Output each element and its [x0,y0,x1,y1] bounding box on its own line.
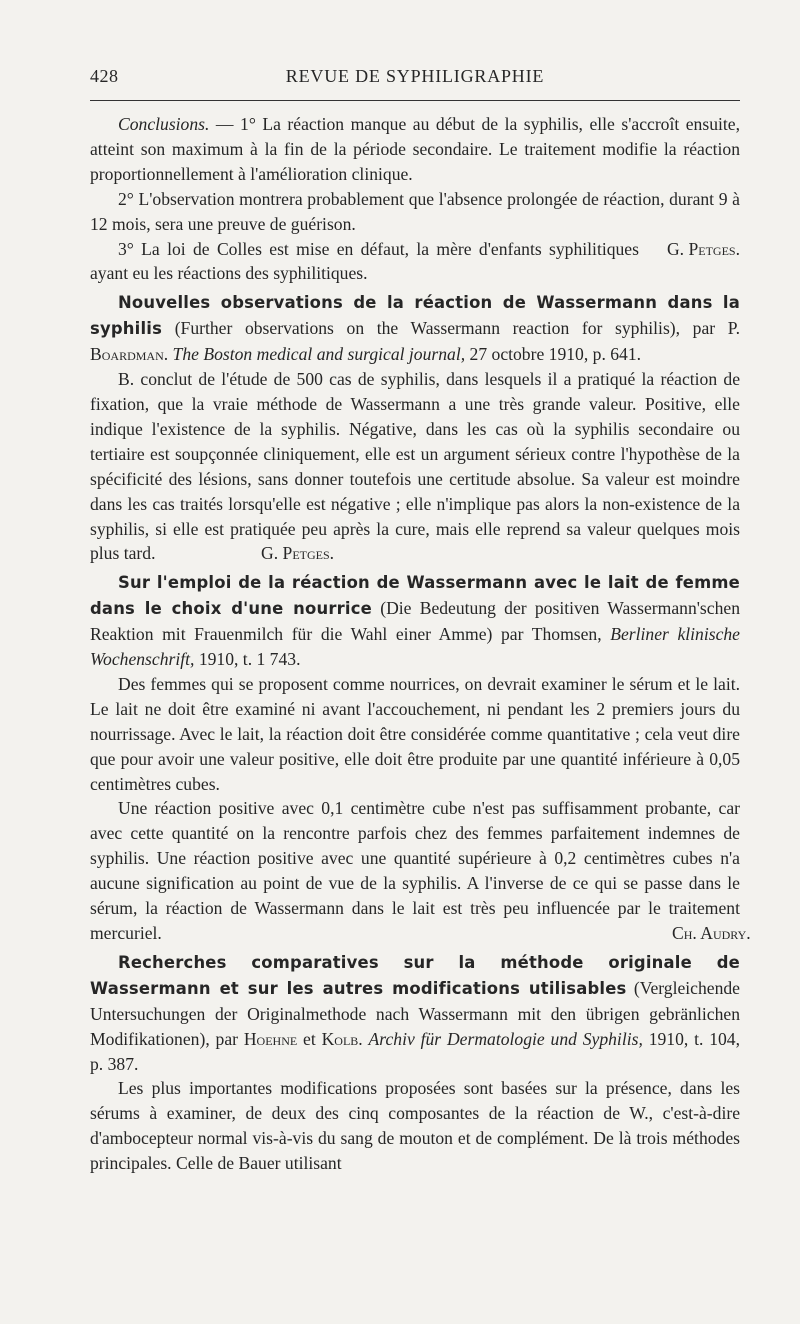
article-heading [90,950,740,1077]
article-reference: (Further observations on the Wassermann reaction for syphilis), par P. [162,318,740,339]
page-number: 428 [90,66,119,86]
article-body: Les plus importantes modifications proposées sont basées sur la présence, dans les sérums à examiner, de deux des cinq composantes de la réaction de W., c'est-à-dire d'ambocepteur normal vis-à-vis du sang de mouton et de complément. De là trois méthodes principales. Celle de Bauer utilisant [90,1078,740,1174]
article-title: Recherches comparatives sur la méthode originale de Wassermann et sur les autres modifications utilisables [90,952,740,998]
journal-name: Berliner klinische Wochenschrift, [90,624,740,670]
conclusions-text-3: 3° La loi de Colles est mise en défaut, la mère d'enfants syphilitiques ayant eu les réactions des syphilitiques. [90,238,639,284]
article-body-text: Une réaction positive avec 0,1 centimètre cube n'est pas suffisamment probante, car avec cette quantité on la rencontre parfois chez des femmes parfaitement indemnes de syphilis. Une réaction positive avec une quantité supérieure à 0,2 centimètres cubes n'a aucune signification au point de vue de la syphilis. A l'inverse de ce qui se passe dans le sérum, la réaction de Wassermann dans le lait est très peu influencée par le traitement mercuriel. [90,798,740,943]
conclusions-paragraph-2: 2° L'observation montrera probablement que l'absence prolongée de réaction, durant 9 à 12 mois, sera une preuve de guérison. [90,188,740,234]
author-name: Boardman [90,344,164,365]
signature: G. Petges. [666,238,740,259]
citation-details: 1910, t. 1 743. [194,649,301,670]
article-reference: (Vergleichende Untersuchungen der Originalmethode nach Wassermann mit den übrigen gebränlichen Modifikationen), par [90,977,740,1049]
journal-name: Archiv für Dermatologie und Syphilis, [368,1028,643,1049]
article-body: Des femmes qui se proposent comme nourrices, on devrait examiner le sérum et le lait. Le lait ne doit être examiné ni avant l'accouchement, ni pendant les 2 premiers jours du nourrissage. Avec le lait, la réaction doit être considérée comme quantitative ; cela veut dire que pour avoir une valeur positive, elle doit être produite par une quantité inférieure à 0,05 centimètres cubes. [90,673,740,794]
page-body [90,112,751,1176]
conclusions-paragraph-3 [90,237,740,287]
conclusions-label: Conclusions. [118,114,210,134]
article-title: Sur l'emploi de la réaction de Wassermann avec le lait de femme dans le choix d'une nourrice [90,573,740,619]
author-name: Kolb [321,1028,359,1049]
article-title: Nouvelles observations de la réaction de Wassermann dans la syphilis [90,293,740,339]
punctuation: . [163,344,173,365]
article-body [90,796,751,945]
conclusions-text-1: — 1° La réaction manque au début de la syphilis, elle s'accroît ensuite, atteint son maximum à la fin de la période secondaire. Le traitement modifie la réaction proportionnellement à l'amélioration clinique. [90,114,740,184]
conclusions-paragraph-1 [90,112,740,187]
article-reference: (Die Bedeutung der positiven Wassermann'schen Reaktion mit Frauenmilch für die Wahl einer Amme) par Thomsen, [90,598,740,645]
article-heading [90,290,740,367]
article-body [90,367,740,566]
signature: Ch. Audry. [672,923,751,943]
article-body-text: B. conclut de l'étude de 500 cas de syphilis, dans lesquels il a pratiqué la réaction de fixation, que la vraie méthode de Wassermann a une très grande valeur. Positive, elle indique l'existence de la syphilis. Négative, dans les cas où la syphilis secondaire ou tertiaire est soupçonnée cliniquement, elle est un argument sérieux contre l'hypothèse de la spécificité des lésions, sans donner toutefois une certitude absolue. Sa valeur est moindre dans les cas traités lorsqu'elle est négative ; elle n'implique pas alors la non-existence de la syphilis, si elle est pratiquée peu après la cure, mais elle reprend sa valeur quelques mois plus tard. [90,369,740,564]
article-heading [90,570,740,672]
citation-details: 1910, t. 104, p. 387. [90,1028,741,1074]
punctuation: . [358,1028,369,1049]
journal-name: The Boston medical and surgical journal, [172,344,466,365]
citation-details: 27 octobre 1910, p. 641. [465,344,642,365]
author-name: Hoehne [243,1028,298,1049]
page-header [90,66,740,94]
conjunction: et [297,1028,322,1049]
running-title: REVUE DE SYPHILIGRAPHIE [285,66,545,86]
signature: G. Petges. [261,543,335,564]
header-rule [90,100,740,101]
